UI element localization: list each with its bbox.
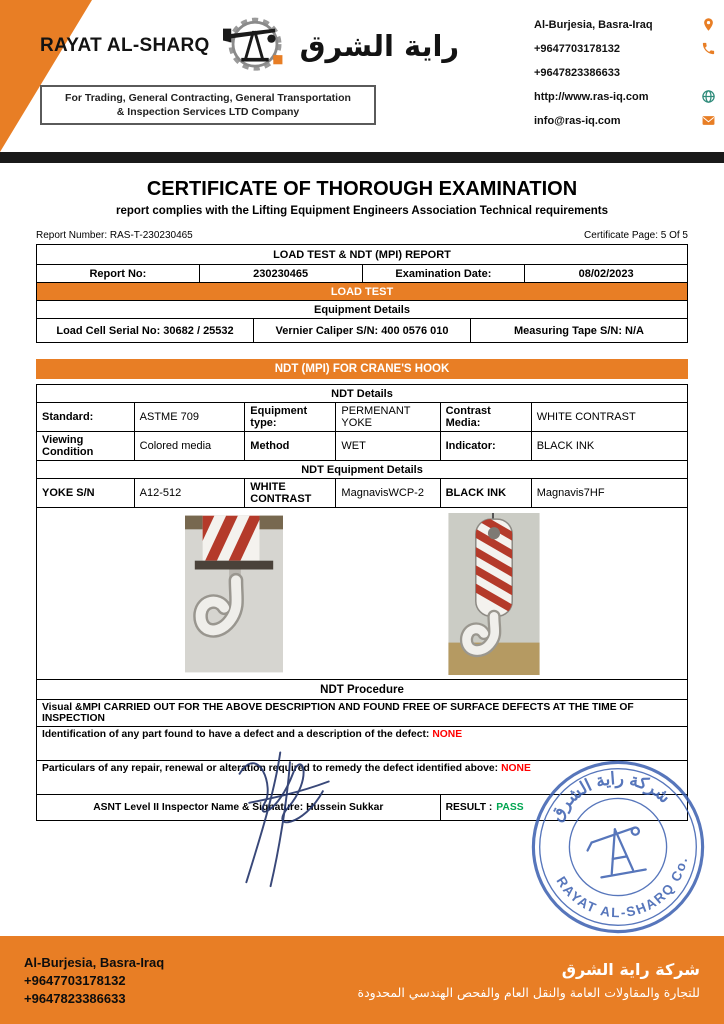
website-text: http://www.ras-iq.com — [534, 90, 649, 103]
table-row — [37, 245, 688, 265]
viewing-condition-label: Viewing Condition — [37, 432, 135, 461]
vernier-caliper-serial: Vernier Caliper S/N: 400 0576 010 — [254, 319, 471, 343]
inspector-signature-scribble — [218, 735, 358, 890]
header — [0, 0, 724, 163]
table-row — [37, 319, 688, 343]
report-meta — [36, 230, 688, 241]
table-row — [37, 265, 688, 283]
yoke-sn-value: A12-512 — [134, 479, 245, 508]
table-row — [37, 432, 688, 461]
stamp-pumpjack-icon — [585, 825, 646, 879]
hook-photos-cell — [37, 508, 688, 680]
footer-address: Al-Burjesia, Basra-Iraq — [24, 954, 165, 970]
hook-photo-right — [448, 513, 540, 675]
ndt-details-header: NDT Details — [37, 385, 688, 403]
white-contrast-value: MagnavisWCP-2 — [336, 479, 440, 508]
exam-date-label: Examination Date: — [362, 265, 525, 283]
footer-company-name-ar: شركة راية الشرق — [561, 960, 700, 979]
footer — [0, 936, 724, 1024]
load-cell-serial: Load Cell Serial No: 30682 / 25532 — [37, 319, 254, 343]
contact-phone-2 — [534, 65, 716, 80]
table-row — [37, 461, 688, 479]
table-row — [37, 385, 688, 403]
ndt-section-header: NDT (MPI) FOR CRANE'S HOOK — [36, 359, 688, 379]
phone1-text: +9647703178132 — [534, 42, 620, 55]
hook-photo-left — [185, 513, 283, 675]
black-ink-label: BLACK INK — [440, 479, 531, 508]
yoke-sn-label: YOKE S/N — [37, 479, 135, 508]
location-pin-icon — [701, 17, 716, 32]
inspector-signature-cell: ASNT Level II Inspector Name & Signature: Hussein Sukkar — [37, 795, 441, 821]
company-tagline — [40, 85, 376, 125]
stamp-text-arabic: شركة راية الشرق — [546, 768, 675, 825]
method-value: WET — [336, 432, 440, 461]
ndt-table — [36, 384, 688, 821]
phone2-text: +9647823386633 — [534, 66, 620, 79]
table-row — [37, 301, 688, 319]
tagline-line-1: For Trading, General Contracting, General Transportation — [65, 92, 351, 104]
equipment-details-header: Equipment Details — [37, 301, 688, 319]
contact-info — [534, 17, 716, 137]
contact-website — [534, 89, 716, 104]
contact-address — [534, 17, 716, 32]
gear-pumpjack-logo-icon — [218, 14, 292, 78]
email-text: info@ras-iq.com — [534, 114, 621, 127]
certificate-page-number: Certificate Page: 5 Of 5 — [584, 230, 688, 241]
globe-icon — [701, 89, 716, 104]
logo — [40, 14, 460, 125]
contact-phone-1 — [534, 41, 716, 56]
phone-icon — [701, 41, 716, 56]
viewing-condition-value: Colored media — [134, 432, 245, 461]
measuring-tape-serial: Measuring Tape S/N: N/A — [471, 319, 688, 343]
footer-contact — [24, 952, 164, 1009]
standard-value: ASTME 709 — [134, 403, 245, 432]
contrast-media-value: WHITE CONTRAST — [531, 403, 687, 432]
footer-phone-2: +9647823386633 — [24, 990, 126, 1006]
procedure-statement: Visual &MPI CARRIED OUT FOR THE ABOVE DESCRIPTION AND FOUND FREE OF SURFACE DEFECTS AT THE TIME OF INSPECTION — [37, 700, 688, 727]
phone2-icon-spacer — [701, 65, 716, 80]
load-test-table-title: LOAD TEST & NDT (MPI) REPORT — [37, 245, 688, 265]
load-test-table — [36, 244, 688, 343]
ndt-procedure-header: NDT Procedure — [37, 680, 688, 700]
repair-label: Particulars of any repair, renewal or alteration required to remedy the defect identified above: — [42, 763, 499, 774]
load-test-band: LOAD TEST — [37, 283, 688, 301]
table-row — [37, 403, 688, 432]
defect-value: NONE — [432, 729, 463, 740]
table-row — [37, 283, 688, 301]
exam-date-value: 08/02/2023 — [525, 265, 688, 283]
footer-phone-1: +9647703178132 — [24, 972, 126, 988]
title-block — [0, 178, 724, 217]
email-envelope-icon — [701, 113, 716, 128]
report-number: Report Number: RAS-T-230230465 — [36, 230, 193, 241]
standard-label: Standard: — [37, 403, 135, 432]
table-row — [37, 508, 688, 680]
equipment-type-label: Equipment type: — [245, 403, 336, 432]
footer-company-arabic — [358, 960, 700, 1000]
contact-email — [534, 113, 716, 128]
result-value: PASS — [496, 802, 524, 813]
equipment-type-value: PERMENANT YOKE — [336, 403, 440, 432]
company-stamp — [514, 743, 723, 952]
address-text: Al-Burjesia, Basra-Iraq — [534, 18, 653, 31]
table-row — [37, 479, 688, 508]
repair-value: NONE — [501, 763, 531, 774]
table-row — [37, 680, 688, 700]
report-no-value: 230230465 — [199, 265, 362, 283]
page-subtitle: report complies with the Lifting Equipment Engineers Association Technical requirements — [115, 205, 609, 217]
stamp-text-latin: RAYAT AL-SHARQ Co. — [553, 854, 691, 921]
black-ink-value: Magnavis7HF — [531, 479, 687, 508]
logo-title-ar: راية الشرق — [299, 29, 460, 63]
defect-label: Identification of any part found to have a defect and a description of the defect: — [42, 729, 430, 740]
footer-company-tagline-ar: للتجارة والمقاولات العامة والنقل العام والفحص الهندسي المحدودة — [357, 985, 700, 1000]
method-label: Method — [245, 432, 336, 461]
page-title: CERTIFICATE OF THOROUGH EXAMINATION — [146, 178, 578, 200]
contrast-media-label: Contrast Media: — [440, 403, 531, 432]
header-divider-bar — [0, 152, 724, 163]
tagline-line-2: & Inspection Services LTD Company — [116, 106, 300, 119]
indicator-value: BLACK INK — [531, 432, 687, 461]
result-label: RESULT : — [445, 802, 493, 813]
ndt-equipment-details-header: NDT Equipment Details — [37, 461, 688, 479]
indicator-label: Indicator: — [440, 432, 531, 461]
table-row — [37, 727, 688, 761]
table-row — [37, 700, 688, 727]
white-contrast-label: WHITE CONTRAST — [245, 479, 336, 508]
logo-title-en: RAYAT AL-SHARQ — [40, 35, 210, 56]
defect-identification-row — [37, 727, 688, 761]
report-no-label: Report No: — [37, 265, 200, 283]
